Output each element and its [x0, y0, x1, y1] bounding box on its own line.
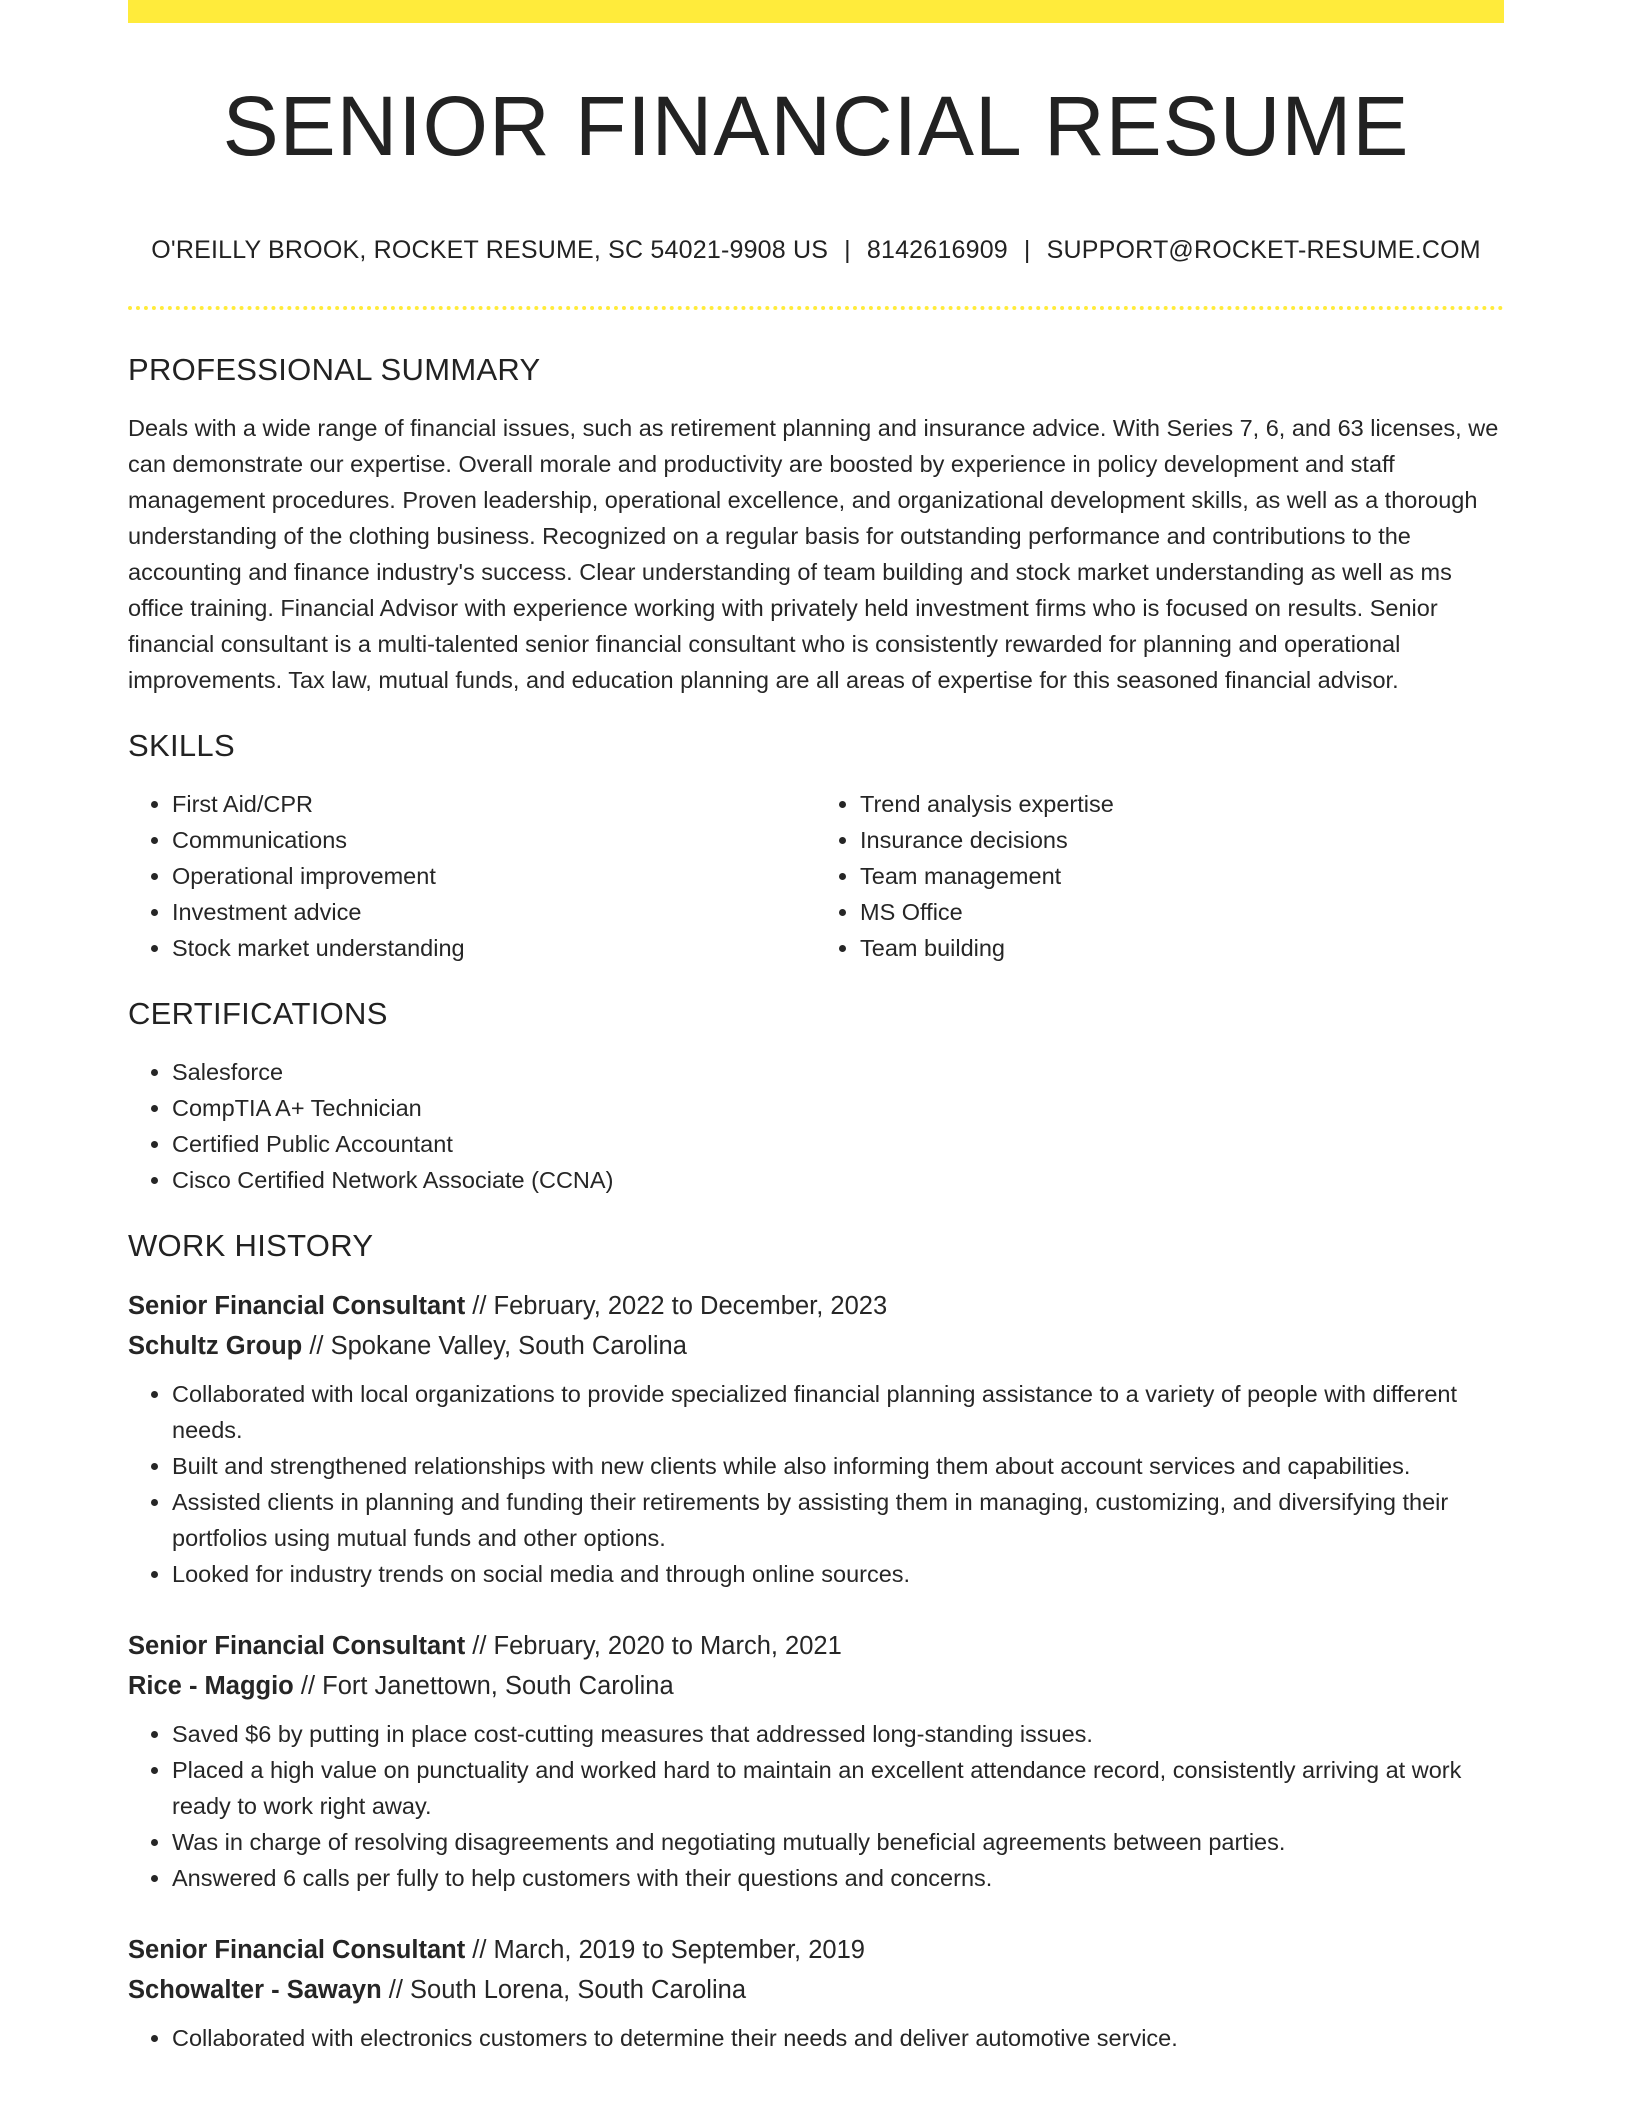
skills-list-right: [816, 786, 1504, 966]
job-location: // South Lorena, South Carolina: [388, 1976, 747, 2004]
job-bullet: • Saved $6 by putting in place cost-cutting measures that addressed long-standing issues.: [172, 1716, 1504, 1752]
certifications-list: [128, 1054, 1504, 1198]
skill-item: • Investment advice: [172, 894, 816, 930]
skill-item: • Trend analysis expertise: [860, 786, 1504, 822]
work-history-heading: WORK HISTORY: [128, 1228, 374, 1263]
skill-item: • Stock market understanding: [172, 930, 816, 966]
job-bullet: • Assisted clients in planning and funding their retirements by assisting them in managing, customizing, and diversifying their portfolios using mutual funds and other options.: [172, 1484, 1504, 1556]
job-company: Schowalter - Sawayn: [128, 1976, 382, 2004]
job-title: Senior Financial Consultant: [128, 1632, 466, 1660]
certifications-heading: CERTIFICATIONS: [128, 996, 388, 1031]
header-divider: [128, 306, 1504, 310]
summary-text: Deals with a wide range of financial issues, such as retirement planning and insurance advice. With Series 7, 6, and 63 licenses, we can demonstrate our expertise. Overall morale and productivity are boosted by experience in policy development and staff management procedures. Proven leadership, operational excellence, and organizational development skills, as well as a thorough understanding of the clothing business. Recognized on a regular basis for outstanding performance and contributions to the accounting and finance industry's success. Clear understanding of team building and stock market understanding as well as ms office training. Financial Advisor with experience working with privately held investment firms who is focused on results. Senior financial consultant is a multi-talented senior financial consultant who is consistently rewarded for planning and operational improvements. Tax law, mutual funds, and education planning are all areas of expertise for this seasoned financial advisor.: [128, 415, 1499, 693]
job-company-line: [128, 1326, 1504, 1366]
job-entry: [128, 1626, 1504, 1896]
skill-item: • Communications: [172, 822, 816, 858]
job-dates: // February, 2020 to March, 2021: [472, 1632, 842, 1660]
contact-separator: |: [1023, 236, 1031, 264]
summary-heading: PROFESSIONAL SUMMARY: [128, 352, 541, 387]
job-bullet: • Placed a high value on punctuality and worked hard to maintain an excellent attendance record, consistently arriving at work ready to work right away.: [172, 1752, 1504, 1824]
contact-line: [128, 236, 1504, 265]
job-bullet: • Looked for industry trends on social media and through online sources.: [172, 1556, 1504, 1592]
contact-phone: 8142616909: [866, 236, 1008, 264]
certification-item: • Certified Public Accountant: [172, 1126, 1504, 1162]
certification-item: • CompTIA A+ Technician: [172, 1090, 1504, 1126]
job-bullets: [128, 2020, 1504, 2056]
job-title-line: [128, 1626, 1504, 1666]
job-dates: // March, 2019 to September, 2019: [472, 1936, 865, 1964]
job-entry: [128, 1930, 1504, 2056]
job-bullets: [128, 1376, 1504, 1592]
job-company: Rice - Maggio: [128, 1672, 294, 1700]
job-bullet: • Collaborated with electronics customers to determine their needs and deliver automotive service.: [172, 2020, 1504, 2056]
top-accent-bar: [128, 0, 1504, 23]
job-title: Senior Financial Consultant: [128, 1936, 466, 1964]
job-company-line: [128, 1970, 1504, 2010]
skills-grid: [128, 786, 1504, 966]
skill-item: • MS Office: [860, 894, 1504, 930]
skill-item: • Team management: [860, 858, 1504, 894]
job-company-line: [128, 1666, 1504, 1706]
skills-list-left: [128, 786, 816, 966]
job-bullet: • Answered 6 calls per fully to help customers with their questions and concerns.: [172, 1860, 1504, 1896]
job-location: // Spokane Valley, South Carolina: [309, 1332, 687, 1360]
job-title-line: [128, 1930, 1504, 1970]
job-dates: // February, 2022 to December, 2023: [472, 1292, 888, 1320]
skill-item: • Operational improvement: [172, 858, 816, 894]
resume-body: [128, 352, 1504, 2090]
job-title-line: [128, 1286, 1504, 1326]
resume-page: [128, 0, 1504, 2051]
job-bullet: • Collaborated with local organizations to provide specialized financial planning assistance to a variety of people with different needs.: [172, 1376, 1504, 1448]
skill-item: • Team building: [860, 930, 1504, 966]
job-bullets: [128, 1716, 1504, 1896]
skills-heading: SKILLS: [128, 728, 235, 763]
job-bullet: • Built and strengthened relationships with new clients while also informing them about account services and capabilities.: [172, 1448, 1504, 1484]
job-title: Senior Financial Consultant: [128, 1292, 466, 1320]
contact-address: O'REILLY BROOK, ROCKET RESUME, SC 54021-9908 US: [151, 236, 829, 264]
skill-item: • Insurance decisions: [860, 822, 1504, 858]
job-entry: [128, 1286, 1504, 1592]
certifications-section: [128, 1054, 1504, 1198]
skill-item: • First Aid/CPR: [172, 786, 816, 822]
contact-separator: |: [844, 236, 851, 264]
job-location: // Fort Janettown, South Carolina: [300, 1672, 674, 1700]
job-bullet: • Was in charge of resolving disagreements and negotiating mutually beneficial agreements between parties.: [172, 1824, 1504, 1860]
job-company: Schultz Group: [128, 1332, 303, 1360]
contact-email: SUPPORT@ROCKET-RESUME.COM: [1046, 236, 1481, 264]
resume-title: SENIOR FINANCIAL RESUME: [222, 79, 1410, 173]
certification-item: • Salesforce: [172, 1054, 1504, 1090]
certification-item: • Cisco Certified Network Associate (CCNA): [172, 1162, 1504, 1198]
